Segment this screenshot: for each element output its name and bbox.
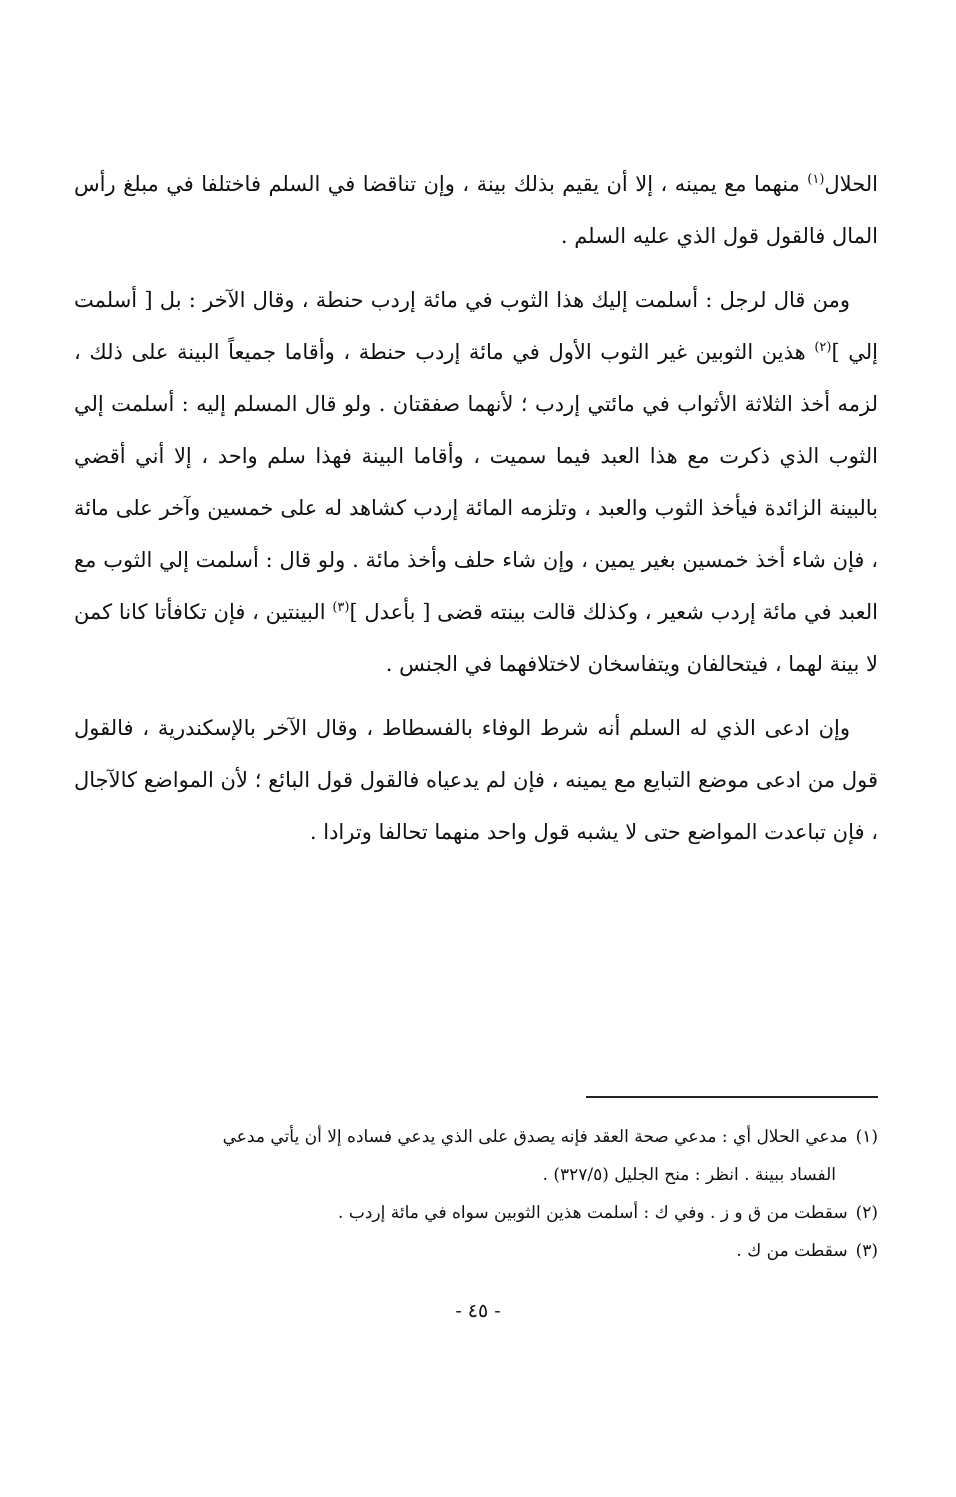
footnote-2-number: (٢) xyxy=(855,1203,878,1223)
footnote-1 xyxy=(74,1118,878,1156)
footnote-3 xyxy=(74,1232,878,1270)
footnote-1-continuation: الفساد ببينة . انظر : منح الجليل (٣٢٧/٥) . xyxy=(542,1165,836,1185)
paragraph-2-middle: هذين الثوبين غير الثوب الأول في مائة إردب حنطة ، وأقاما جميعاً البينة على ذلك ، لزمه أخذ الثلاثة الأثواب في مائتي إردب ؛ لأنهما صفقتان . ولو قال المسلم إليه : أسلمت إلي الثوب الذي ذكرت مع هذا العبد فيما سميت ، وأقاما البينة فهذا سلم واحد ، إلا أني أقضي بالبينة الزائدة فيأخذ الثوب والعبد ، وتلزمه المائة إردب كشاهد له على خمسين وآخر على مائة ، فإن شاء أخذ خمسين بغير يمين ، وإن شاء حلف وأخذ مائة . ولو قال : أسلمت إلي الثوب مع العبد في مائة إردب شعير ، وكذلك قالت بينته قضى [ بأعدل ] xyxy=(74,340,878,624)
footnote-1-text: مدعي الحلال أي : مدعي صحة العقد فإنه يصدق على الذي يدعي فساده إلا أن يأتي مدعي xyxy=(222,1127,848,1147)
footnote-ref-1: (١) xyxy=(807,172,825,187)
footnote-2-text: سقطت من ق و ز . وفي ك : أسلمت هذين الثوبين سواه في مائة إردب . xyxy=(338,1203,848,1223)
paragraph-1-start: الحلال xyxy=(824,172,878,196)
paragraph-2 xyxy=(74,274,878,690)
footnote-ref-3: (٣) xyxy=(332,600,350,615)
paragraph-2-start: ومن قال لرجل : أسلمت إليك هذا الثوب في مائة إردب حنطة ، وقال الآخر : بل [ أسلمت إلي ] xyxy=(74,288,878,364)
paragraph-1 xyxy=(74,158,878,262)
footnote-3-number: (٣) xyxy=(855,1241,878,1261)
main-text xyxy=(74,158,878,870)
footnote-1-number: (١) xyxy=(855,1127,878,1147)
page-number: - ٤٥ - xyxy=(455,1300,501,1322)
paragraph-3: وإن ادعى الذي له السلم أنه شرط الوفاء بالفسطاط ، وقال الآخر بالإسكندرية ، فالقول قول من ادعى موضع التبايع مع يمينه ، فإن لم يدعياه فالقول قول البائع ؛ لأن المواضع كالآجال ، فإن تباعدت المواضع حتى لا يشبه قول واحد منهما تحالفا وترادا . xyxy=(74,716,878,844)
footnote-divider xyxy=(586,1096,878,1098)
footnote-3-text: سقطت من ك . xyxy=(736,1241,848,1261)
paragraph-2-end: البينتين ، فإن تكافأتا كانا كمن لا بينة لهما ، فيتحالفان ويتفاسخان لاختلافهما في الجنس . xyxy=(74,600,878,676)
footnotes xyxy=(74,1118,878,1270)
paragraph-1-rest: منهما مع يمينه ، إلا أن يقيم بذلك بينة ، وإن تناقضا في السلم فاختلفا في مبلغ رأس المال فالقول قول الذي عليه السلم . xyxy=(74,172,878,248)
footnote-2 xyxy=(74,1194,878,1232)
footnote-ref-2: (٢) xyxy=(814,340,832,355)
